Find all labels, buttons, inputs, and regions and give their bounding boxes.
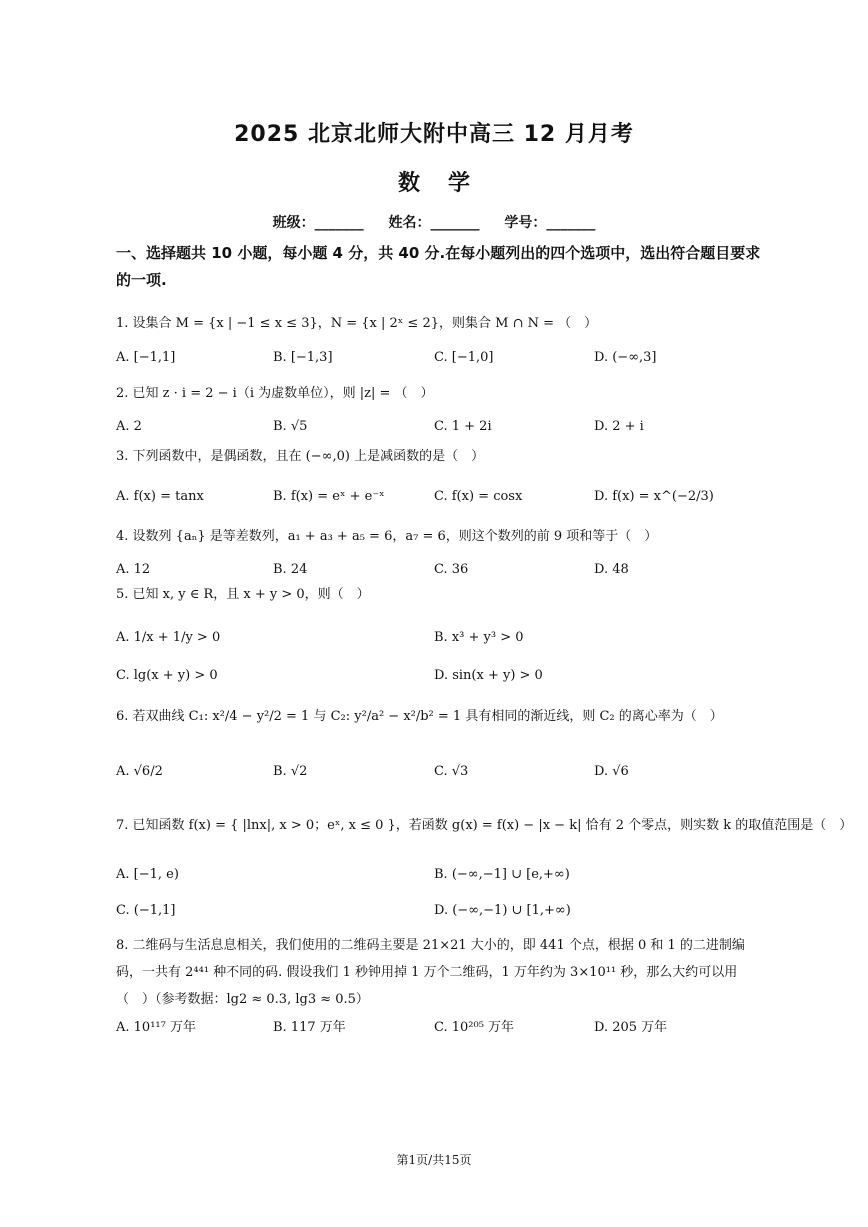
question-5-stem: 5. 已知 x, y ∈ R，且 x + y > 0，则（ ） xyxy=(116,587,370,602)
question-5-option-b: B. x³ + y³ > 0 xyxy=(434,630,524,645)
question-1-stem: 1. 设集合 M = {x | −1 ≤ x ≤ 3}，N = {x | 2ˣ ≤ 2}，则集合 M ∩ N = （ ） xyxy=(116,316,598,331)
question-4-option-a: A. 12 xyxy=(116,562,151,577)
student-id-field: 学号：_______ xyxy=(504,215,596,231)
question-8-stem: 8. 二维码与生活息息相关，我们使用的二维码主要是 21×21 大小的，即 441 个点，根据 0 和 1 的二进制编码，一共有 2⁴⁴¹ 种不同的码. 假设我们 1 秒钟用掉 1 万个二维码，1 万年约为 3×10¹¹ 秒，那么大约可以用（ ）（参考数据：lg2 ≈ 0.3, lg3 ≈ 0.5） xyxy=(116,938,745,1007)
question-6-stem: 6. 若双曲线 C₁: x²/4 − y²/2 = 1 与 C₂: y²/a² − x²/b² = 1 具有相同的渐近线，则 C₂ 的离心率为（ ） xyxy=(116,709,723,724)
question-2-option-a: A. 2 xyxy=(116,419,142,434)
question-1-option-c: C. [−1,0] xyxy=(434,350,494,365)
question-6-option-d: D. √6 xyxy=(594,764,629,779)
question-4-stem: 4. 设数列 {aₙ} 是等差数列，a₁ + a₃ + a₅ = 6，a₇ = 6，则这个数列的前 9 项和等于（ ） xyxy=(116,529,658,544)
question-1-option-b: B. [−1,3] xyxy=(273,350,333,365)
question-2-option-c: C. 1 + 2i xyxy=(434,419,492,434)
question-2-stem: 2. 已知 z · i = 2 − i（i 为虚数单位），则 |z| = （ ） xyxy=(116,386,434,401)
exam-title: 2025 北京北师大附中高三 12 月月考 xyxy=(234,122,634,147)
question-3-option-d: D. f(x) = x^(−2/3) xyxy=(594,489,714,504)
name-field: 姓名：_______ xyxy=(388,215,480,231)
question-6-option-b: B. √2 xyxy=(273,764,308,779)
question-2-option-b: B. √5 xyxy=(273,419,308,434)
question-3-option-b: B. f(x) = eˣ + e⁻ˣ xyxy=(273,489,385,504)
question-8-option-c: C. 10²⁰⁵ 万年 xyxy=(434,1020,515,1035)
question-3-stem: 3. 下列函数中，是偶函数，且在 (−∞,0) 上是减函数的是（ ） xyxy=(116,449,485,464)
question-8-option-a: A. 10¹¹⁷ 万年 xyxy=(116,1020,196,1035)
section-heading: 一、选择题共 10 小题，每小题 4 分，共 40 分.在每小题列出的四个选项中，选出符合题目要求的一项. xyxy=(116,244,761,289)
question-5-option-c: C. lg(x + y) > 0 xyxy=(116,668,218,683)
page-number: 第1页/共15页 xyxy=(396,1153,472,1167)
student-info-line xyxy=(0,212,868,232)
question-3-option-a: A. f(x) = tanx xyxy=(116,489,204,504)
question-8-option-b: B. 117 万年 xyxy=(273,1020,346,1035)
question-8-option-d: D. 205 万年 xyxy=(594,1020,668,1035)
question-5-option-d: D. sin(x + y) > 0 xyxy=(434,668,543,683)
question-6-option-c: C. √3 xyxy=(434,764,469,779)
question-7-option-c: C. (−1,1] xyxy=(116,903,176,918)
question-1-option-d: D. (−∞,3] xyxy=(594,350,657,365)
question-4-option-d: D. 48 xyxy=(594,562,629,577)
question-4-option-b: B. 24 xyxy=(273,562,308,577)
question-6-option-a: A. √6/2 xyxy=(116,764,163,779)
question-7-option-d: D. (−∞,−1) ∪ [1,+∞) xyxy=(434,903,571,918)
class-field: 班级：_______ xyxy=(272,215,364,231)
question-2-option-d: D. 2 + i xyxy=(594,419,644,434)
subject-title: 数学 xyxy=(397,171,498,196)
question-3-option-c: C. f(x) = cosx xyxy=(434,489,523,504)
question-7-stem: 7. 已知函数 f(x) = { |lnx|, x > 0；eˣ, x ≤ 0 }，若函数 g(x) = f(x) − |x − k| 恰有 2 个零点，则实数 k 的取值范围是（ ） xyxy=(116,818,853,833)
question-4-option-c: C. 36 xyxy=(434,562,469,577)
question-1-option-a: A. [−1,1] xyxy=(116,350,176,365)
question-7-option-a: A. [−1, e) xyxy=(116,867,179,882)
question-7-option-b: B. (−∞,−1] ∪ [e,+∞) xyxy=(434,867,570,882)
question-5-option-a: A. 1/x + 1/y > 0 xyxy=(116,630,221,645)
